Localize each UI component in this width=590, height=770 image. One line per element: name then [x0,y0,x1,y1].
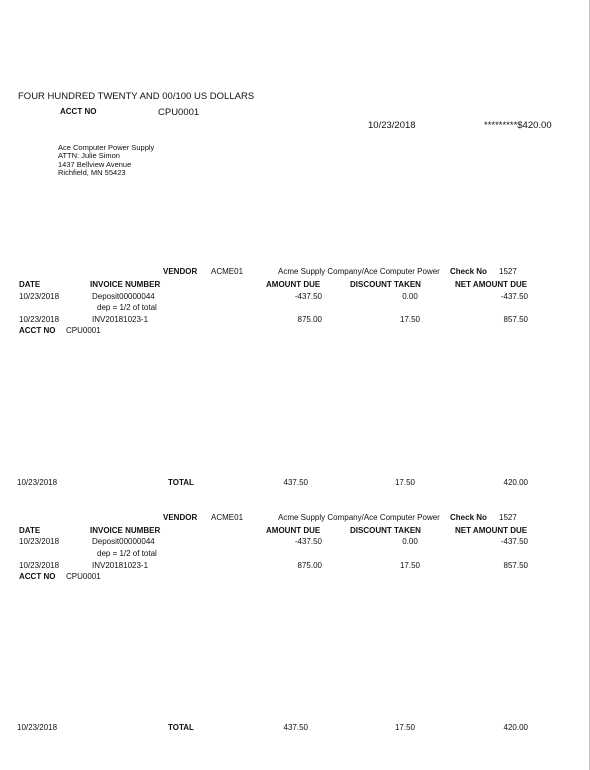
total-amount-due: 437.50 [283,478,308,487]
row-invoice: Deposit00000044 [92,537,155,546]
stub-acct-no: CPU0001 [66,326,101,335]
row-net: 857.50 [503,561,528,570]
row-date: 10/23/2018 [19,561,60,570]
total-net: 420.00 [503,723,528,732]
total-net: 420.00 [503,478,528,487]
row-date: 10/23/2018 [19,315,60,324]
row-date: 10/23/2018 [19,292,60,301]
row-note: dep = 1/2 of total [97,303,157,312]
row-amount-due: -437.50 [294,537,322,546]
stub-acct-no-label: ACCT NO [19,326,56,335]
stub-acct-no-label: ACCT NO [19,572,56,581]
header-amount-due: AMOUNT DUE [266,280,321,289]
check-acct-no-label: ACCT NO [60,107,97,116]
check-acct-no: CPU0001 [158,107,200,118]
stub-vendor-code: ACME01 [211,267,244,276]
stub-vendor-label: VENDOR [163,513,198,522]
stub-acct-no: CPU0001 [66,572,101,581]
check-date: 10/23/2018 [368,120,416,131]
payee-attn: ATTN: Julie Simon [58,151,120,160]
total-label: TOTAL [168,723,194,732]
row-amount-due: 875.00 [297,315,322,324]
row-amount-due: -437.50 [294,292,322,301]
payee-street: 1437 Bellview Avenue [58,160,132,169]
payee-name: Ace Computer Power Supply [58,143,155,152]
header-date: DATE [19,280,41,289]
total-discount: 17.50 [394,723,416,732]
total-date: 10/23/2018 [17,478,58,487]
total-discount: 17.50 [394,478,416,487]
row-net: 857.50 [503,315,528,324]
row-discount: 17.50 [399,315,421,324]
header-invoice-number: INVOICE NUMBER [90,280,161,289]
row-amount-due: 875.00 [297,561,322,570]
total-amount-due: 437.50 [283,723,308,732]
header-net-amount-due: NET AMOUNT DUE [455,280,528,289]
total-date: 10/23/2018 [17,723,58,732]
header-discount-taken: DISCOUNT TAKEN [350,280,421,289]
payee-city: Richfield, MN 55423 [58,168,126,177]
stub-check-no: 1527 [499,267,517,276]
stub-vendor-name: Acme Supply Company/Ace Computer Power [278,513,440,522]
row-date: 10/23/2018 [19,537,60,546]
stub-vendor-name: Acme Supply Company/Ace Computer Power [278,267,440,276]
check-amount: *********$420.00 [484,120,552,131]
row-discount: 17.50 [399,561,421,570]
stub-check-no-label: Check No [450,513,487,522]
row-invoice: Deposit00000044 [92,292,155,301]
header-amount-due: AMOUNT DUE [266,526,321,535]
row-discount: 0.00 [402,537,418,546]
header-net-amount-due: NET AMOUNT DUE [455,526,528,535]
row-note: dep = 1/2 of total [97,549,157,558]
row-invoice: INV20181023-1 [92,315,149,324]
stub-check-no-label: Check No [450,267,487,276]
stub-vendor-label: VENDOR [163,267,198,276]
stub-vendor-code: ACME01 [211,513,244,522]
header-invoice-number: INVOICE NUMBER [90,526,161,535]
total-label: TOTAL [168,478,194,487]
row-net: -437.50 [500,537,528,546]
row-invoice: INV20181023-1 [92,561,149,570]
stub-check-no: 1527 [499,513,517,522]
header-discount-taken: DISCOUNT TAKEN [350,526,421,535]
amount-in-words: FOUR HUNDRED TWENTY AND 00/100 US DOLLARS [18,91,255,102]
header-date: DATE [19,526,41,535]
row-net: -437.50 [500,292,528,301]
row-discount: 0.00 [402,292,418,301]
